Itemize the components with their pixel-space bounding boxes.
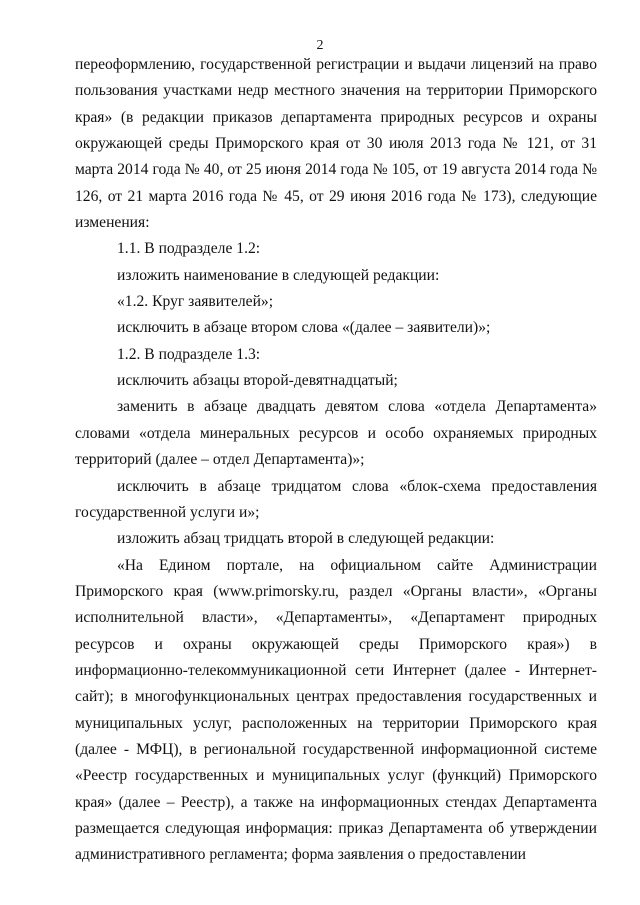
paragraph-1-2: 1.2. В подразделе 1.3: (117, 345, 261, 363)
paragraph-portal-info: «На Едином портале, на официальном сайте Администрации Приморского края (www.primorsky.ru, раздел «Органы власти», «Органы исполнительной власти», «Департаменты», «Департамент природных ресурсов и охраны окружающей среды Приморского края») в информационно-телекоммуникационной сети Интернет (далее - Интернет-сайт); в многофункциональных центрах предоставления государственных и муниципальных услуг, расположенных на территории Приморского края (далее - МФЦ), в региональной государственной информационной системе «Реестр государственных и муниципальных услуг (функций) Приморского края» (далее – Реестр), а также на информационных стендах Департамента размещается следующая информация: приказ Департамента об утверждении административного регламента; форма заявления о предоставлении (75, 556, 597, 864)
page-number: 2 (316, 38, 324, 53)
paragraph-new-edition: изложить абзац тридцать второй в следующей редакции: (117, 530, 495, 548)
paragraph-exclude-paragraphs: исключить абзацы второй-девятнадцатый; (117, 372, 398, 390)
paragraph-applicants-title: «1.2. Круг заявителей»; (117, 293, 274, 311)
paragraph-exclude-scheme: исключить в абзаце тридцатом слова «блок-схема предоставления государственной услуги и»; (75, 477, 597, 521)
paragraph-continuation: переоформлению, государственной регистрации и выдачи лицензий на право пользования участками недр местного значения на территории Приморского края» (в редакции приказов департамента природных ресурсов и охраны окружающей среды Приморского края от 30 июля 2013 года № 121, от 31 марта 2014 года № 40, от 25 июня 2014 года № 105, от 19 августа 2014 года № 126, от 21 марта 2016 года № 45, от 29 июня 2016 года № 173), следующие изменения: (75, 56, 597, 232)
paragraph-replace-words: заменить в абзаце двадцать девятом слова «отдела Департамента» словами «отдела минеральных ресурсов и особо охраняемых природных территорий (далее – отдел Департамента)»; (75, 398, 597, 469)
paragraph-1-1: 1.1. В подразделе 1.2: (117, 240, 261, 258)
paragraph-rename: изложить наименование в следующей редакции: (117, 266, 440, 284)
paragraph-exclude-words: исключить в абзаце втором слова «(далее – заявители)»; (117, 319, 491, 337)
document-body (75, 52, 597, 869)
